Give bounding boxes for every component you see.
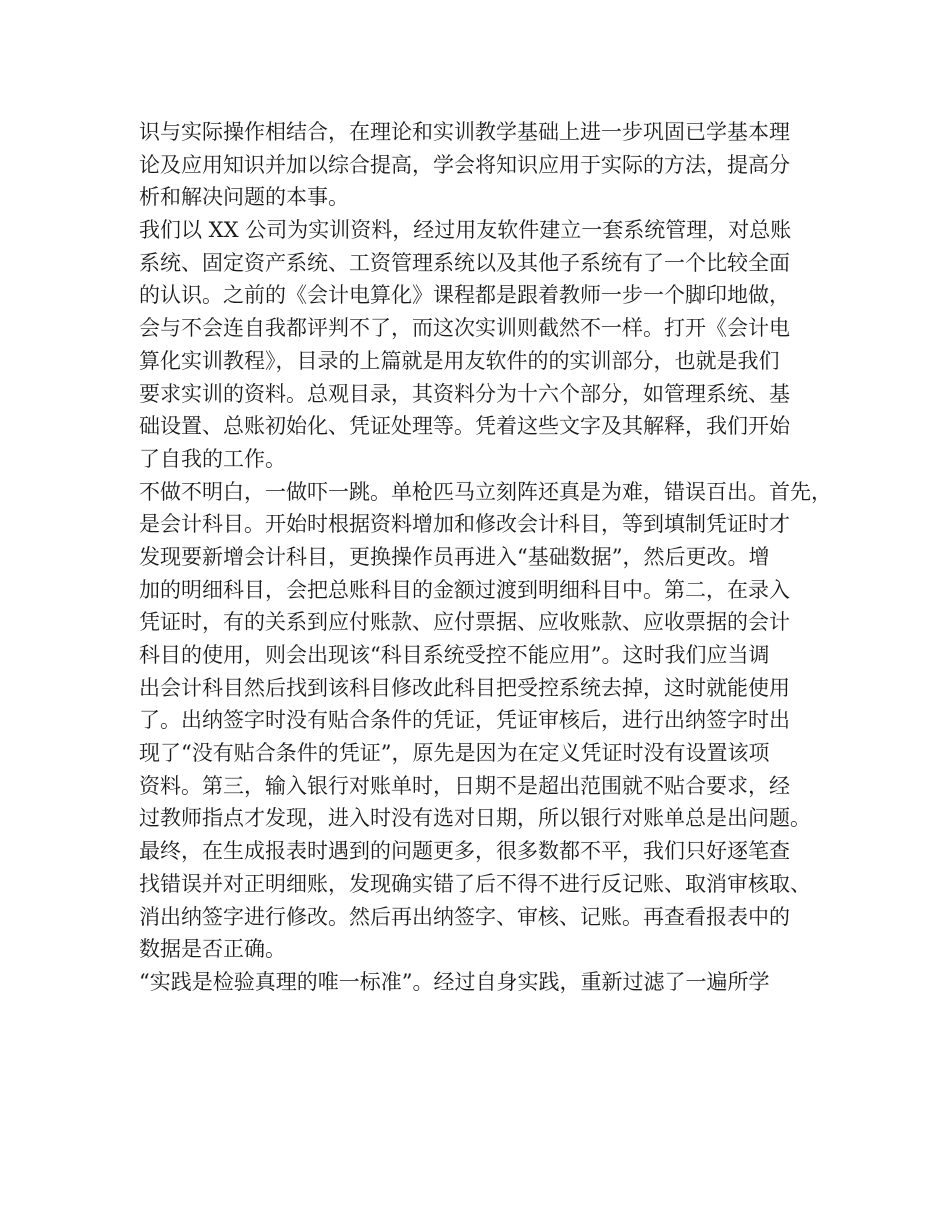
text-line: 找错误并对正明细账，发现确实错了后不得不进行反记账、取消审核取、 (139, 871, 811, 896)
text-line: 是会计科目。开始时根据资料增加和修改会计科目，等到填制凭证时才 (139, 512, 790, 537)
text-line: 不做不明白，一做吓一跳。单枪匹马立刻阵还真是为难，错误百出。首先， (139, 479, 832, 504)
text-line: 凭证时，有的关系到应付账款、应付票据、应收账款、应收票据的会计 (139, 610, 790, 635)
text-line: 消出纳签字进行修改。然后再出纳签字、审核、记账。再查看报表中的 (139, 904, 790, 929)
text-line: 我们以 XX 公司为实训资料，经过用友软件建立一套系统管理，对总账 (139, 218, 792, 243)
text-line: 了自我的工作。 (139, 446, 286, 471)
text-line: 科目的使用，则会出现该“科目系统受控不能应用”。这时我们应当调 (139, 643, 770, 667)
text-line: 会与不会连自我都评判不了，而这次实训则截然不一样。打开《会计电 (139, 316, 790, 341)
text-line: 系统、固定资产系统、工资管理系统以及其他子系统有了一个比较全面 (139, 250, 790, 275)
text-line: 要求实训的资料。总观目录，其资料分为十六个部分，如管理系统、基 (139, 381, 790, 406)
paragraph (139, 116, 815, 214)
text-line: “实践是检验真理的唯一标准”。经过自身实践，重新过滤了一遍所学 (139, 969, 770, 994)
text-line: 的认识。之前的《会计电算化》课程都是跟着教师一步一个脚印地做， (139, 283, 790, 308)
text-line: 现了“没有贴合条件的凭证”，原先是因为在定义凭证时没有设置该项 (139, 741, 770, 766)
text-line: 数据是否正确。 (139, 937, 286, 962)
document-page (139, 116, 832, 999)
text-line: 析和解决问题的本事。 (139, 185, 349, 210)
text-line: 资料。第三，输入银行对账单时，日期不是超出范围就不贴合要求，经 (139, 773, 790, 798)
text-line: 础设置、总账初始化、凭证处理等。凭着这些文字及其解释，我们开始 (139, 414, 790, 439)
text-line: 加的明细科目，会把总账科目的金额过渡到明细科目中。第二，在录入 (139, 577, 790, 602)
paragraph (139, 966, 815, 999)
text-line: 发现要新增会计科目，更换操作员再进入“基础数据”，然后更改。增 (139, 544, 770, 569)
text-line: 出会计科目然后找到该科目修改此科目把受控系统去掉，这时就能使用 (139, 675, 790, 700)
paragraph (139, 476, 832, 966)
text-line: 了。出纳签字时没有贴合条件的凭证，凭证审核后，进行出纳签字时出 (139, 708, 790, 733)
text-line: 过教师指点才发现，进入时没有选对日期，所以银行对账单总是出问题。 (139, 806, 811, 831)
text-line: 算化实训教程》，目录的上篇就是用友软件的的实训部分，也就是我们 (139, 348, 780, 373)
paragraph (139, 214, 815, 476)
text-line: 最终，在生成报表时遇到的问题更多，很多数都不平，我们只好逐笔查 (139, 839, 790, 864)
text-line: 论及应用知识并加以综合提高，学会将知识应用于实际的方法，提高分 (139, 152, 790, 177)
text-line: 识与实际操作相结合，在理论和实训教学基础上进一步巩固已学基本理 (139, 120, 790, 144)
